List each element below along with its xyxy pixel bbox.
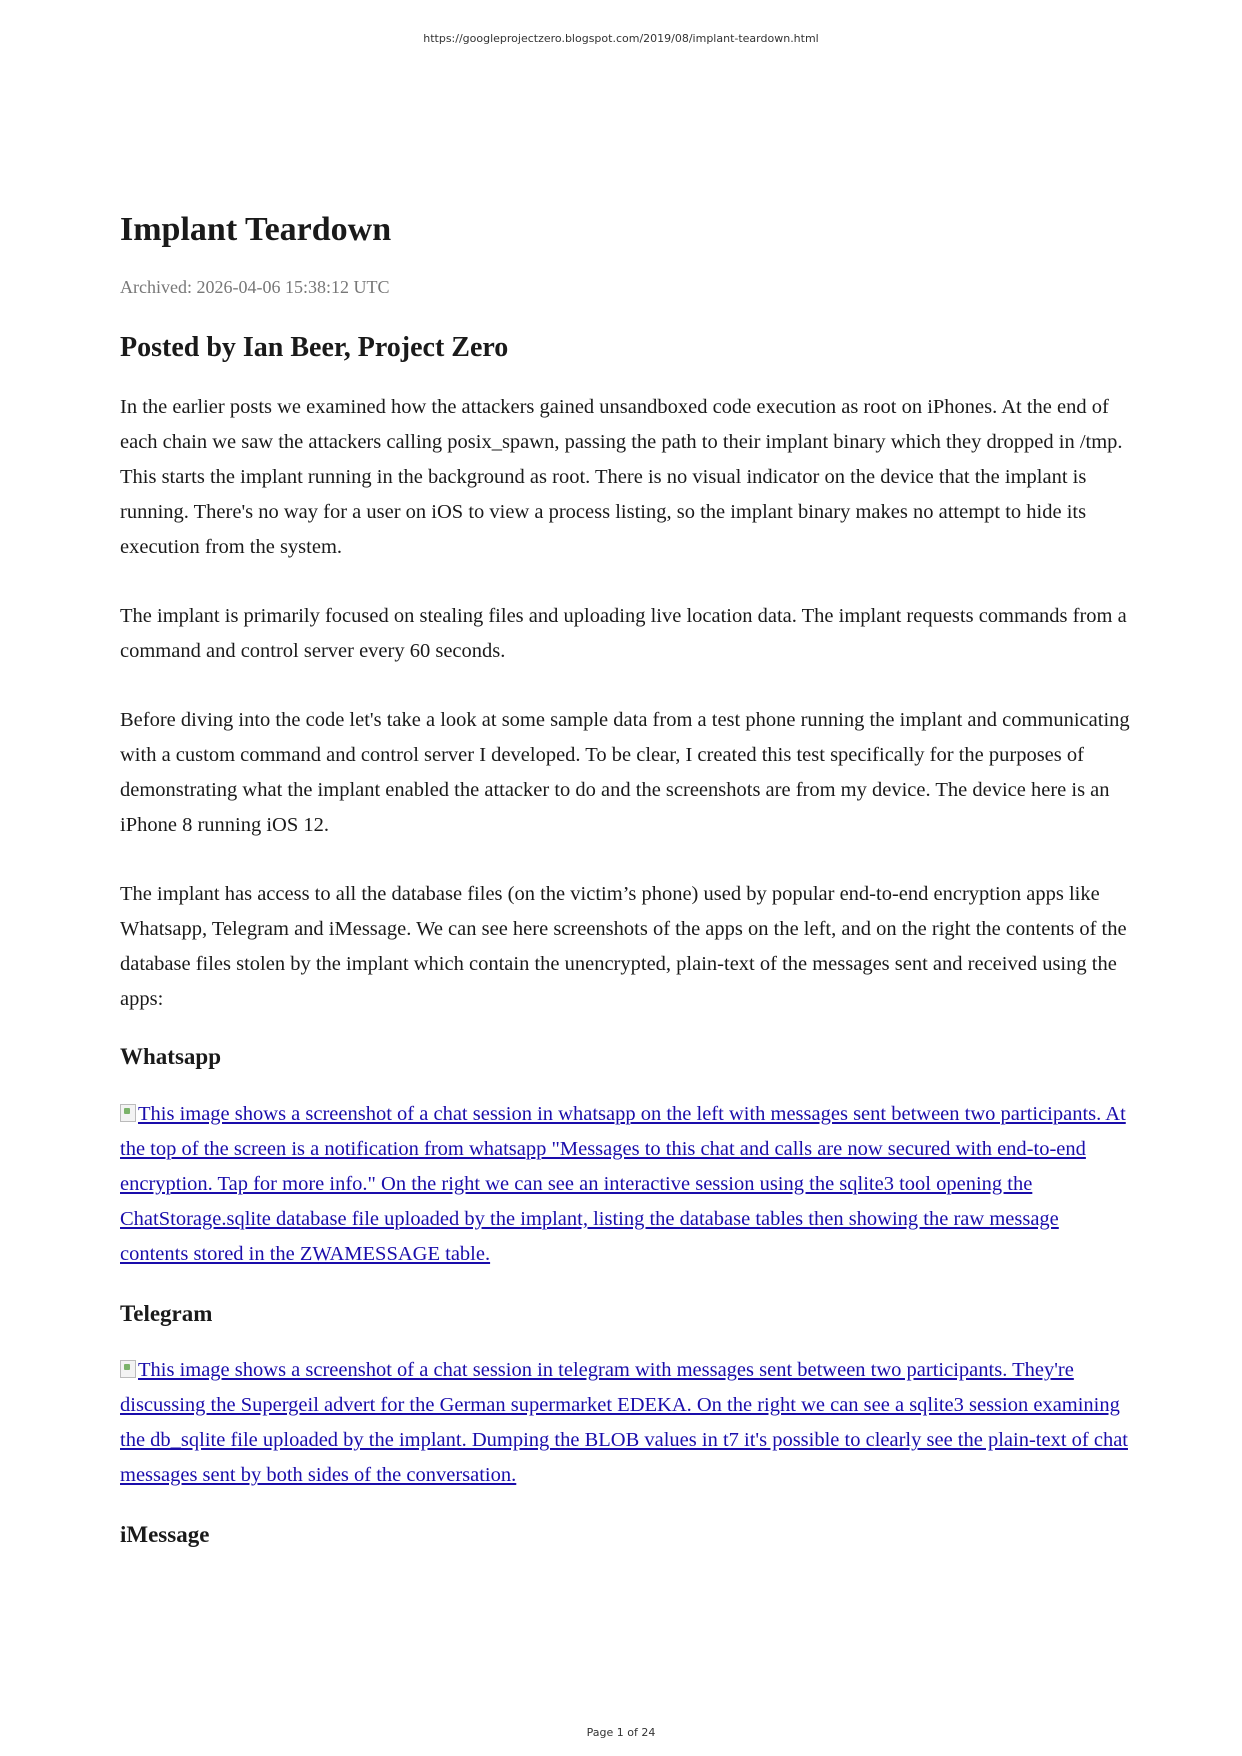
article xyxy=(120,210,1132,1575)
paragraph-intro: In the earlier posts we examined how the attackers gained unsandboxed code execution as root on iPhones. At the end of each chain we saw the attackers calling posix_spawn, passing the path to their implant binary which they dropped in /tmp. This starts the implant running in the background as root. There is no visual indicator on the device that the implant is running. There's no way for a user on iOS to view a process listing, so the implant binary makes no attempt to hide its execution from the system. xyxy=(120,396,1123,559)
page-title: Implant Teardown xyxy=(120,211,392,248)
paragraph-focus: The implant is primarily focused on stealing files and uploading live location data. The implant requests commands from a command and control server every 60 seconds. xyxy=(120,605,1127,663)
whatsapp-image-link[interactable] xyxy=(120,1103,1126,1265)
page-url: https://googleprojectzero.blogspot.com/2019/08/implant-teardown.html xyxy=(423,32,819,45)
section-heading-telegram: Telegram xyxy=(120,1300,213,1326)
paragraph-sample-data: Before diving into the code let's take a look at some sample data from a test phone running the implant and communicating with a custom command and control server I developed. To be clear, I created this test specifically for the purposes of demonstrating what the implant enabled the attacker to do and the screenshots are from my device. The device here is an iPhone 8 running iOS 12. xyxy=(120,709,1130,837)
byline: Posted by Ian Beer, Project Zero xyxy=(120,331,509,363)
whatsapp-image-alt: This image shows a screenshot of a chat session in whatsapp on the left with messages sent between two participants. At the top of the screen is a notification from whatsapp "Messages to this chat and calls are now secured with end-to-end encryption. Tap for more info." On the right we can see an interactive session using the sqlite3 tool opening the ChatStorage.sqlite database file uploaded by the implant, listing the database tables then showing the raw message contents stored in the ZWAMESSAGE table. xyxy=(120,1102,1126,1265)
section-heading-imessage: iMessage xyxy=(120,1522,210,1548)
archived-timestamp: Archived: 2026-04-06 15:38:12 UTC xyxy=(120,277,390,298)
paragraph-database-access: The implant has access to all the database files (on the victim’s phone) used by popular end-to-end encryption apps like Whatsapp, Telegram and iMessage. We can see here screenshots of the apps on the left, and on the right the contents of the database files stolen by the implant which contain the unencrypted, plain-text of the messages sent and received using the apps: xyxy=(120,883,1127,1011)
page-number: Page 1 of 24 xyxy=(586,1726,656,1739)
section-heading-whatsapp: Whatsapp xyxy=(120,1044,221,1070)
broken-image-icon xyxy=(120,1360,136,1378)
telegram-image-container xyxy=(120,1353,1132,1493)
whatsapp-image-container xyxy=(120,1097,1132,1272)
telegram-image-link[interactable] xyxy=(120,1359,1128,1486)
telegram-image-alt: This image shows a screenshot of a chat session in telegram with messages sent between two participants. They're discussing the Supergeil advert for the German supermarket EDEKA. On the right we can see a sqlite3 session examining the db_sqlite file uploaded by the implant. Dumping the BLOB values in t7 it's possible to clearly see the plain-text of chat messages sent by both sides of the conversation. xyxy=(120,1359,1128,1487)
broken-image-icon xyxy=(120,1104,136,1122)
